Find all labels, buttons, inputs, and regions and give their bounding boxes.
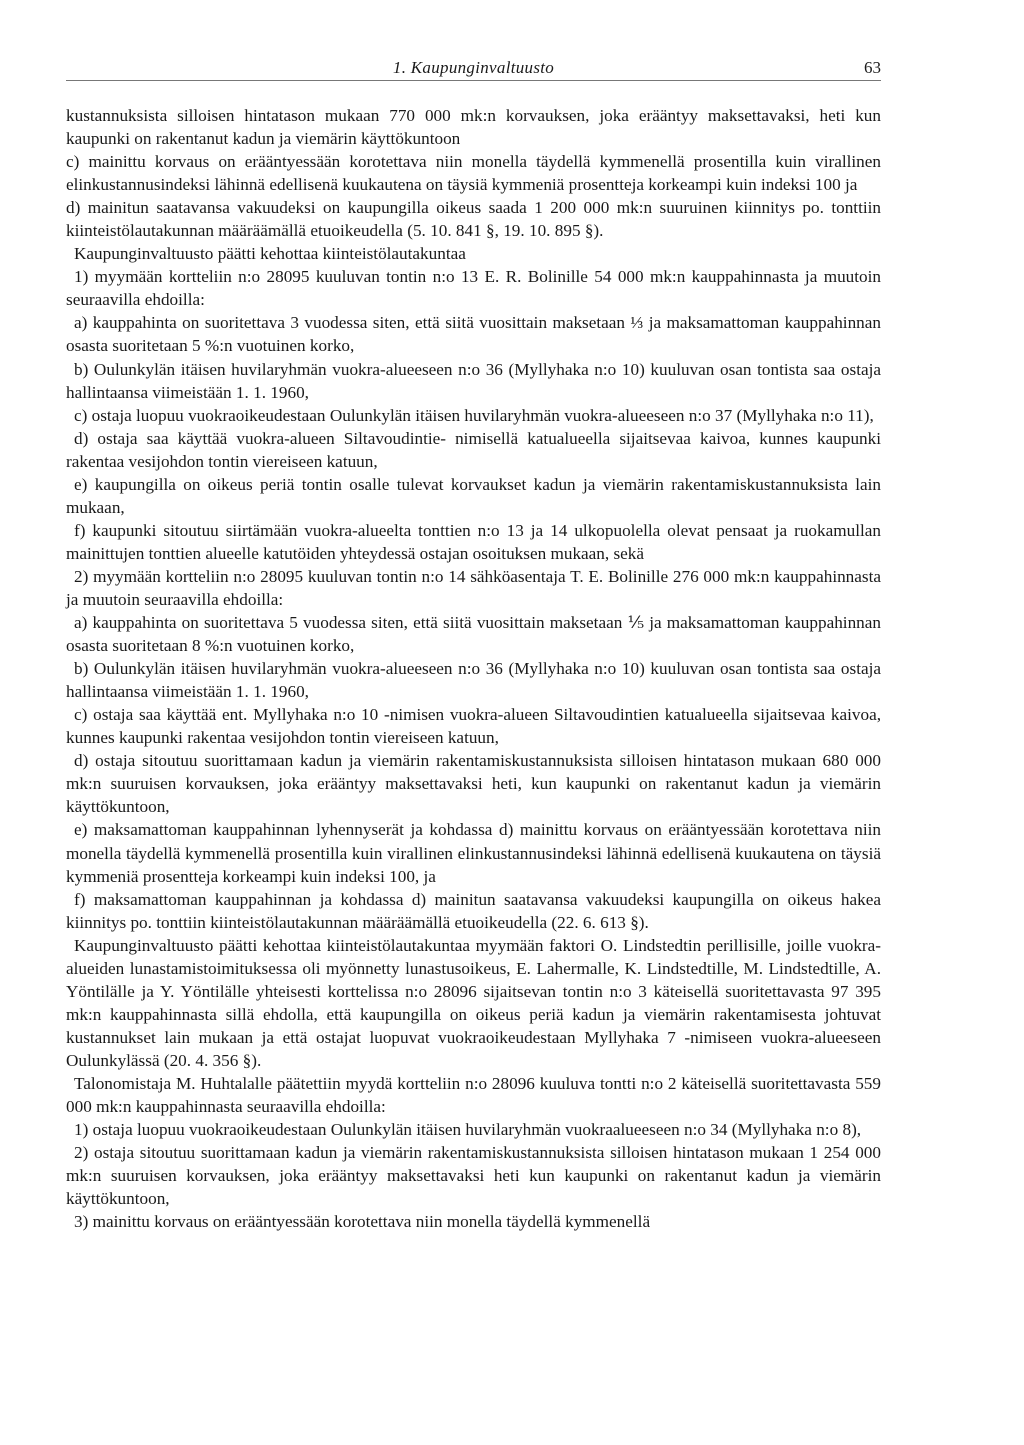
- paragraph: c) ostaja luopuu vuokraoikeudestaan Oulunkylän itäisen huvilaryhmän vuokra-alueeseen n:o 37 (Myllyhaka n:o 11),: [74, 405, 874, 425]
- paragraph: a) kauppahinta on suoritettava 5 vuodessa siten, että siitä vuosittain maksetaan ⅕ ja maksamattoman kauppahinnan osasta suoritetaan 8 %:n vuotuinen korko,: [66, 613, 881, 656]
- running-header: [66, 56, 881, 81]
- paragraph: b) Oulunkylän itäisen huvilaryhmän vuokra-alueeseen n:o 36 (Myllyhaka n:o 10) kuuluvan osan tontista saa ostaja hallintaansa viimeistään 1. 1. 1960,: [66, 659, 881, 702]
- paragraph: b) Oulunkylän itäisen huvilaryhmän vuokra-alueeseen n:o 36 (Myllyhaka n:o 10) kuuluvan osan tontista saa ostaja hallintaansa viimeistään 1. 1. 1960,: [66, 359, 881, 402]
- paragraph: c) ostaja saa käyttää ent. Myllyhaka n:o 10 -nimisen vuokra-alueen Siltavoudintien katualueella sijaitsevaa kaivoa, kunnes kaupunki rakentaa vesijohdon tontin viereiseen katuun,: [66, 705, 881, 748]
- paragraph: Talonomistaja M. Huhtalalle päätettiin myydä kortteliin n:o 28096 kuuluva tontti n:o 2 käteisellä suoritettavasta 559 000 mk:n kauppahinnasta seuraavilla ehdoilla:: [66, 1073, 881, 1117]
- paragraph: d) ostaja saa käyttää vuokra-alueen Siltavoudintie- nimisellä katualueella sijaitsevaa kaivoa, kunnes kaupunki rakentaa vesijohdon tontin viereiseen katuun,: [66, 428, 881, 471]
- paragraph: 2) myymään kortteliin n:o 28095 kuuluvan tontin n:o 14 sähköasentaja T. E. Bolinille 276 000 mk:n kauppahinnasta ja muutoin seuraavilla ehdoilla:: [66, 566, 881, 609]
- paragraph: 1) myymään kortteliin n:o 28095 kuuluvan tontin n:o 13 E. R. Bolinille 54 000 mk:n kauppahinnasta ja muutoin seuraavilla ehdoilla:: [66, 267, 881, 310]
- paragraph: d) mainitun saatavansa vakuudeksi on kaupungilla oikeus saada 1 200 000 mk:n suuruinen kiinnitys po. tonttiin kiinteistölautakunnan määräämällä etuoikeudella (5. 10. 841 §, 19. 10. 895 §).: [66, 198, 881, 241]
- paragraph: Kaupunginvaltuusto päätti kehottaa kiinteistölautakuntaa myymään faktori O. Lindstedtin perillisille, joille vuokra-alueiden lunastamistoimituksessa oli myönnetty lunastusoikeus, E. Lahermalle, K. Lindstedtille, M. Lindstedtille, A. Yöntilälle ja Y. Yöntilälle yhteisesti korttelissa n:o 28096 sijaitsevan tontin n:o 3 käteisellä suoritettavasta 97 395 mk:n kauppahinnasta sillä ehdolla, että kaupungilla on oikeus periä kadun ja viemärin rakentamisesta johtuvat kustannukset lain mukaan ja että ostajat luopuvat vuokraoikeudestaan Myllyhaka 7 -nimiseen vuokra-alueeseen Oulunkylässä (20. 4. 356 §).: [66, 935, 881, 1070]
- running-title: 1. Kaupunginvaltuusto: [392, 58, 555, 77]
- document-body: [66, 104, 881, 1233]
- paragraph: c) mainittu korvaus on erääntyessään korotettava niin monella täydellä kymmenellä prosentilla kuin virallinen elinkustannusindeksi lähinnä edellisenä kuukautena on täysiä kymmeniä prosentteja korkeampi kuin indeksi 100 ja: [66, 152, 881, 195]
- page-number: 63: [864, 58, 881, 77]
- paragraph: d) ostaja sitoutuu suorittamaan kadun ja viemärin rakentamiskustannuksista silloisen hintatason mukaan 680 000 mk:n suuruisen korvauksen, joka erääntyy maksettavaksi heti, kun kaupunki on rakentanut kadun ja viemärin käyttökuntoon,: [66, 751, 881, 817]
- paragraph: Kaupunginvaltuusto päätti kehottaa kiinteistölautakuntaa: [74, 244, 466, 264]
- paragraph: 2) ostaja sitoutuu suorittamaan kadun ja viemärin rakentamiskustannuksista silloisen hintatason mukaan 1 254 000 mk:n suuruisen korvauksen, joka erääntyy maksettavaksi heti kun kaupunki on rakentanut kadun ja viemärin käyttökuntoon,: [66, 1143, 881, 1209]
- paragraph: 1) ostaja luopuu vuokraoikeudestaan Oulunkylän itäisen huvilaryhmän vuokraalueeseen n:o 34 (Myllyhaka n:o 8),: [74, 1120, 862, 1140]
- paragraph: 3) mainittu korvaus on erääntyessään korotettava niin monella täydellä kymmenellä: [74, 1212, 651, 1232]
- paragraph: kustannuksista silloisen hintatason mukaan 770 000 mk:n korvauksen, joka erääntyy maksettavaksi, heti kun kaupunki on rakentanut kadun ja viemärin käyttökuntoon: [66, 106, 881, 149]
- paragraph: f) kaupunki sitoutuu siirtämään vuokra-alueelta tonttien n:o 13 ja 14 ulkopuolella olevat pensaat ja ruokamullan mainittujen tonttien alueelle katutöiden yhteydessä ostajan osoituksen mukaan, sekä: [66, 520, 881, 563]
- paragraph: f) maksamattoman kauppahinnan ja kohdassa d) mainitun saatavansa vakuudeksi kaupungilla on oikeus hakea kiinnitys po. tonttiin kiinteistölautakunnan määräämällä etuoikeudella (22. 6. 613 §).: [66, 889, 881, 932]
- paragraph: e) maksamattoman kauppahinnan lyhennyserät ja kohdassa d) mainittu korvaus on erääntyessään korotettava niin monella täydellä kymmenellä prosentilla kuin virallinen elinkustannusindeksi lähinnä edellisenä kuukautena on täysiä kymmeniä prosentteja korkeampi kuin indeksi 100, ja: [66, 820, 881, 886]
- document-page: [66, 56, 881, 1233]
- paragraph: a) kauppahinta on suoritettava 3 vuodessa siten, että siitä vuosittain maksetaan ⅓ ja maksamattoman kauppahinnan osasta suoritetaan 5 %:n vuotuinen korko,: [66, 313, 881, 356]
- paragraph: e) kaupungilla on oikeus periä tontin osalle tulevat korvaukset kadun ja viemärin rakentamiskustannuksista lain mukaan,: [66, 474, 881, 517]
